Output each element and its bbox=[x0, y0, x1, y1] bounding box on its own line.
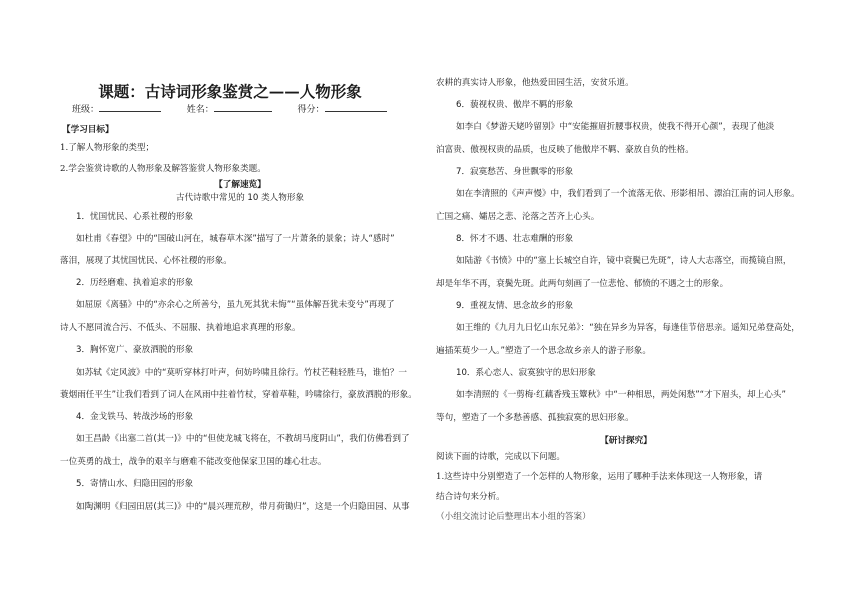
type-2-text-b: 诗人不愿同流合污、不低头、不屈服、执着地追求真理的形象。 bbox=[60, 323, 301, 333]
type-7-text-a: 如在李清照的《声声慢》中，我们看到了一个流落无依、形影相吊、漂泊江南的词人形象。 bbox=[456, 189, 800, 199]
type-10-text-b: 等句，塑造了一个多愁善感、孤独寂寞的思妇形象。 bbox=[436, 413, 634, 423]
type-6-text-b: 泊富贵、傲视权贵的品质，也反映了他傲岸不羁、豪放自负的性格。 bbox=[436, 145, 694, 155]
type-10-title: 10．系心恋人、寂寞独守的思妇形象 bbox=[456, 368, 596, 378]
overview-heading: 【了解速览】 bbox=[214, 180, 266, 190]
student-info-row bbox=[72, 102, 387, 115]
type-3-text-a: 如苏轼《定风波》中的“莫听穿林打叶声，何妨吟啸且徐行。竹杖芒鞋轻胜马，谁怕？一 bbox=[76, 368, 408, 378]
type-4-text-a: 如王昌龄《出塞二首(其一)》中的“但使龙城飞将在，不教胡马度阴山”，我们仿佛看到了 bbox=[76, 434, 410, 444]
type-7-text-b: 亡国之痛、孀居之悲、沦落之苦齐上心头。 bbox=[436, 212, 600, 222]
score-blank bbox=[325, 102, 387, 112]
type-10-text-a: 如李清照的《一剪梅·红藕香残玉簟秋》中“一种相思，两处闲愁”“才下眉头，却上心头” bbox=[456, 390, 786, 400]
type-7-title: 7．寂寞愁苦、身世飘零的形象 bbox=[456, 167, 574, 177]
type-8-text-a: 如陆游《书愤》中的“塞上长城空自许，镜中衰鬓已先斑”，诗人大志落空，而揽镜自照， bbox=[456, 256, 792, 266]
goal-2: 2.学会鉴赏诗歌的人物形象及解答鉴赏人物形象类题。 bbox=[60, 164, 266, 174]
type-5-text-b: 农耕的真实诗人形象，他热爱田园生活，安贫乐道。 bbox=[436, 78, 634, 88]
type-1-text-b: 落泪，展现了其忧国忧民、心怀社稷的形象。 bbox=[60, 256, 232, 266]
name-blank bbox=[214, 102, 272, 112]
type-4-title: 4．金戈铁马、转战沙场的形象 bbox=[76, 412, 194, 422]
type-6-title: 6．藐视权贵、傲岸不羁的形象 bbox=[456, 100, 574, 110]
name-label: 姓名： bbox=[186, 105, 214, 115]
type-5-text-a: 如陶渊明《归园田居(其三)》中的“晨兴理荒秽，带月荷锄归”，这是一个归隐田园、从事 bbox=[76, 502, 410, 512]
research-intro: 阅读下面的诗歌，完成以下问题。 bbox=[436, 452, 565, 462]
class-blank bbox=[99, 102, 161, 112]
type-4-text-b: 一位英勇的战士，战争的艰辛与磨难不能改变他保家卫国的雄心壮志。 bbox=[60, 457, 327, 467]
type-5-title: 5．寄情山水、归隐田园的形象 bbox=[76, 479, 194, 489]
type-8-title: 8．怀才不遇、壮志难酬的形象 bbox=[456, 234, 574, 244]
type-6-text-a: 如李白《梦游天姥吟留别》中“安能摧眉折腰事权贵，使我不得开心颜”，表现了他淡 bbox=[456, 122, 775, 132]
type-1-title: 1．忧国忧民、心系社稷的形象 bbox=[76, 212, 194, 222]
score-label: 得分： bbox=[297, 105, 325, 115]
type-1-text-a: 如杜甫《春望》中的“国破山河在，城春草木深”描写了一片萧条的景象；诗人“感时” bbox=[76, 234, 395, 244]
research-heading: 【研讨探究】 bbox=[600, 436, 652, 446]
type-9-title: 9．重视友情、思念故乡的形象 bbox=[456, 301, 574, 311]
research-question-b: 结合诗句来分析。 bbox=[436, 492, 505, 502]
type-3-title: 3．胸怀宽广、豪放洒脱的形象 bbox=[76, 345, 194, 355]
research-note: （小组交流讨论后整理出本小组的答案） bbox=[436, 512, 591, 522]
type-8-text-b: 却是年华不再，衰鬓先斑。此两句刻画了一位悲怆、郁愤的不遇之士的形象。 bbox=[436, 279, 729, 289]
class-label: 班级： bbox=[72, 105, 100, 115]
overview-subtitle: 古代诗歌中常见的 10 类人物形象 bbox=[175, 193, 305, 203]
goals-heading: 【学习目标】 bbox=[62, 125, 114, 135]
type-3-text-b: 蓑烟雨任平生”让我们看到了词人在风雨中拄着竹杖，穿着草鞋，吟啸徐行，豪放洒脱的形象。 bbox=[60, 390, 417, 400]
type-9-text-a: 如王维的《九月九日忆山东兄弟》：“独在异乡为异客，每逢佳节倍思亲。遥知兄弟登高处， bbox=[456, 323, 800, 333]
type-9-text-b: 遍插茱萸少一人。”塑造了一个思念故乡亲人的游子形象。 bbox=[436, 346, 651, 356]
goal-1: 1.了解人物形象的类型； bbox=[60, 143, 155, 153]
research-question-a: 1.这些诗中分别塑造了一个怎样的人物形象，运用了哪种手法来体现这一人物形象，请 bbox=[436, 472, 763, 482]
type-2-text-a: 如屈原《离骚》中的“亦余心之所善兮，虽九死其犹未悔”“虽体解吾犹未变兮”再现了 bbox=[76, 300, 395, 310]
page-title: 课题：古诗词形象鉴赏之——人物形象 bbox=[98, 82, 362, 101]
type-2-title: 2．历经磨难、执着追求的形象 bbox=[76, 278, 194, 288]
